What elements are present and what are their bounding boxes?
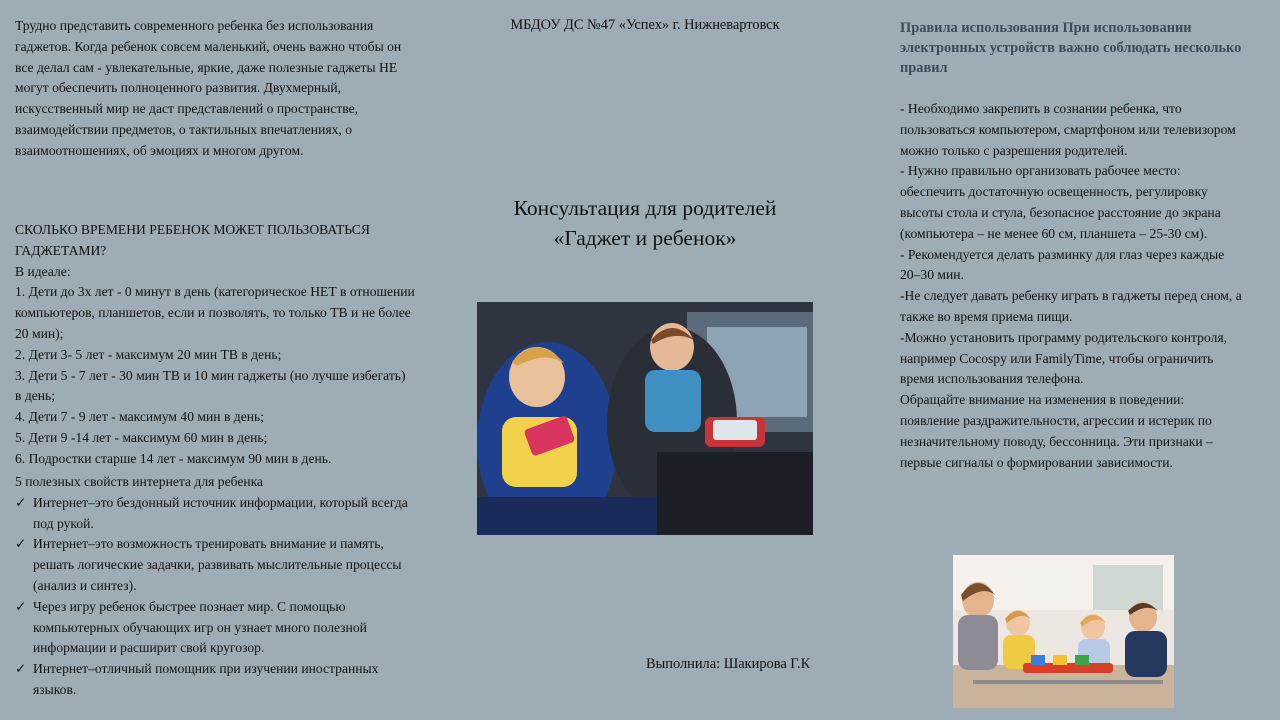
rule-item: -Не следует давать ребенку играть в гаджеты перед сном, а также во время приема пищи. <box>900 288 1242 324</box>
rule-item: - Нужно правильно организовать рабочее место: обеспечить достаточную освещенность, регулировку высоты стола и стула, безопасное расстояние до экрана (компьютера – не менее 60 см, планшета – 25-30 см). <box>900 163 1221 241</box>
list-item-text: Интернет–отличный помощник при изучении иностранных языков. <box>33 661 379 697</box>
list-item <box>15 493 415 535</box>
age-limits-section <box>15 220 415 470</box>
car-photo-illustration <box>477 302 813 535</box>
checkmark-icon: ✓ <box>15 536 27 552</box>
rule-item: - Необходимо закрепить в сознании ребенка, что пользоваться компьютером, смартфоном или телевизором можно только с разрешения родителей. <box>900 101 1236 158</box>
middle-column <box>440 0 850 720</box>
title-line-2: «Гаджет и ребенок» <box>553 226 737 250</box>
props-heading: 5 полезных свойств интернета для ребенка <box>15 474 264 489</box>
left-column <box>15 0 415 720</box>
age-item: 2. Дети 3- 5 лет - максимум 20 мин ТВ в день; <box>15 346 282 362</box>
organization-name: МБДОУ ДС №47 «Успех» г. Нижневартовск <box>510 17 780 33</box>
list-item-text: Через игру ребенок быстрее познает мир. С помощью компьютерных обучающих игр он узнает много полезной информации и расширит свой кругозор. <box>33 598 367 656</box>
rules-heading: Правила использования При использовании электронных устройств важно соблюдать несколько правил <box>900 20 1242 77</box>
age-item: 6. Подростки старше 14 лет - максимум 90 мин в день. <box>15 450 332 466</box>
family-playing-photo <box>953 555 1174 708</box>
list-item <box>15 597 415 659</box>
age-item: 4. Дети 7 - 9 лет - максимум 40 мин в день; <box>15 409 264 425</box>
rule-item: Обращайте внимание на изменения в поведении: появление раздражительности, агрессии и истерик по незначительному поводу, бессонница. Эти признаки – первые сигналы о формировании зависимости. <box>900 392 1213 470</box>
rules-list <box>900 99 1245 473</box>
ideal-label: В идеале: <box>15 263 71 279</box>
age-item: 3. Дети 5 - 7 лет - 30 мин ТВ и 10 мин гаджеты (но лучше избегать) в день; <box>15 367 406 404</box>
family-photo-illustration <box>953 555 1174 708</box>
age-item: 5. Дети 9 -14 лет - максимум 60 мин в день; <box>15 429 268 445</box>
list-item <box>15 659 415 701</box>
checkmark-icon: ✓ <box>15 661 27 677</box>
age-heading: СКОЛЬКО ВРЕМЕНИ РЕБЕНОК МОЖЕТ ПОЛЬЗОВАТЬСЯ ГАДЖЕТАМИ? <box>15 222 370 258</box>
children-car-seat-photo <box>477 302 813 535</box>
intro-paragraph: Трудно представить современного ребенка без использования гаджетов. Когда ребенок совсем маленький, очень важно чтобы он все делал сам - увлекательные, яркие, даже полезные гаджеты НЕ могут обеспечить полноценного развития. Двухмерный, искусственный мир не даст представлений о пространстве, взаимодействии предметов, о тактильных впечатлениях, о взаимоотношениях, об эмоциях и многом другом. <box>15 18 402 158</box>
author-credit: Выполнила: Шакирова Г.К <box>646 656 811 672</box>
list-item-text: Интернет–это возможность тренировать внимание и память, решать логические задачки, развивать мыслительные процессы (анализ и синтез). <box>33 536 402 593</box>
rule-item: -Можно установить программу родительского контроля, например Cocospy или FamilyTime, чтобы ограничить время использования телефона. <box>900 329 1228 387</box>
rule-item: - Рекомендуется делать разминку для глаз через каждые 20–30 мин. <box>900 246 1225 283</box>
props-list <box>15 493 415 701</box>
list-item-text: Интернет–это бездонный источник информации, который всегда под рукой. <box>33 494 408 531</box>
checkmark-icon: ✓ <box>15 494 27 510</box>
page-title <box>440 193 850 253</box>
age-item: 1. Дети до 3х лет - 0 минут в день (категорическое НЕТ в отношении компьютеров, планшетов, если и позволять, то только ТВ и не более 20 мин); <box>15 284 415 341</box>
list-item <box>15 534 415 596</box>
checkmark-icon: ✓ <box>15 598 27 614</box>
internet-properties-section <box>15 472 415 701</box>
right-column <box>900 0 1245 720</box>
title-line-1: Консультация для родителей <box>513 196 777 220</box>
